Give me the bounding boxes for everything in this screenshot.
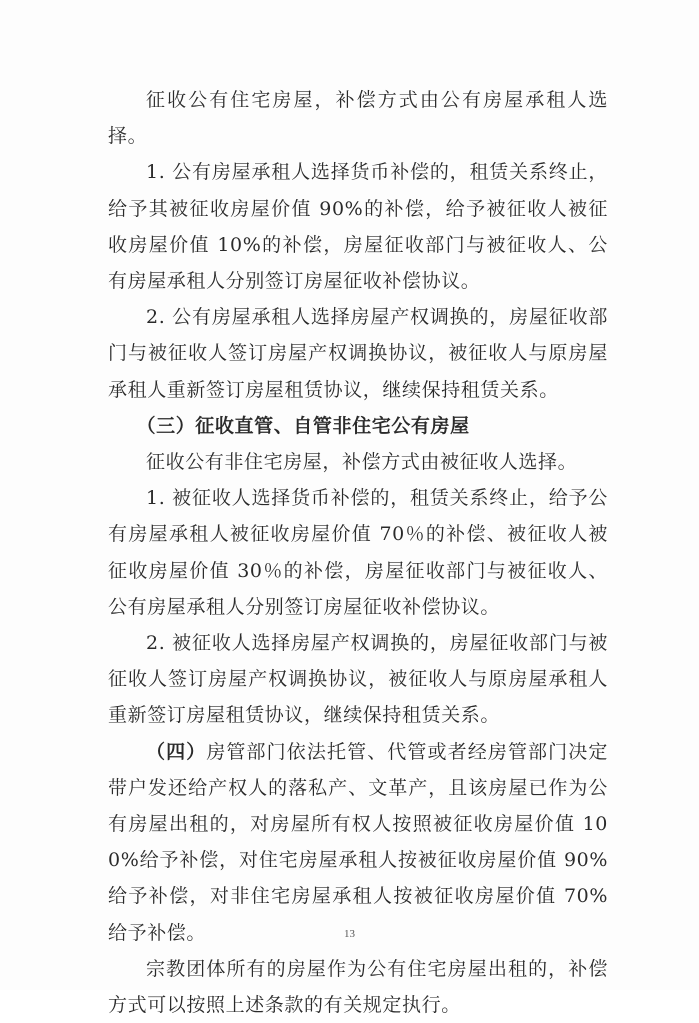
section-lead-4: （四） [146,740,207,763]
paragraph-religious-property: 宗教团体所有的房屋作为公有住宅房屋出租的，补偿方式可以按照上述条款的有关规定执行。 [108,957,608,1017]
section-text-4: 房管部门依法托管、代管或者经房管部门决定带户发还给产权人的落私产、文革产，且该房屋已作为公有房屋出租的，对房屋所有权人按照被征收房屋价值 100%给予补偿，对住宅房屋承租人按被征收房屋价值 90%给予补偿，对非住宅房屋承租人按被征收房屋价值 70%给予补偿。 [108,740,608,944]
document-body [108,82,608,1023]
paragraph-section-4 [108,734,608,951]
paragraph-residential-choice: 征收公有住宅房屋，补偿方式由公有房屋承租人选择。 [108,89,608,148]
paragraph-nonresidential-choice: 征收公有非住宅房屋，补偿方式由被征收人选择。 [146,451,578,474]
paragraph-residential-exchange: 2. 公有房屋承租人选择房屋产权调换的，房屋征收部门与被征收人签订房屋产权调换协议，被征收人与原房屋承租人重新签订房屋租赁协议，继续保持租赁关系。 [108,306,608,401]
section-heading-3: （三）征收直管、自管非住宅公有房屋 [136,414,470,437]
page-number: 13 [344,928,355,940]
paragraph-nonresidential-exchange: 2. 被征收人选择房屋产权调换的，房屋征收部门与被征收人签订房屋产权调换协议，被征收人与原房屋承租人重新签订房屋租赁协议，继续保持租赁关系。 [108,632,608,727]
paragraph-nonresidential-monetary: 1. 被征收人选择货币补偿的，租赁关系终止，给予公有房屋承租人被征收房屋价值 70％的补偿、被征收人被征收房屋价值 30％的补偿，房屋征收部门与被征收人、公有房屋承租人分别签订房屋征收补偿协议。 [108,487,608,618]
paragraph-residential-monetary: 1. 公有房屋承租人选择货币补偿的，租赁关系终止，给予其被征收房屋价值 90%的补偿，给予被征收人被征收房屋价值 10%的补偿，房屋征收部门与被征收人、公有房屋承租人分别签订房屋征收补偿协议。 [108,161,608,293]
